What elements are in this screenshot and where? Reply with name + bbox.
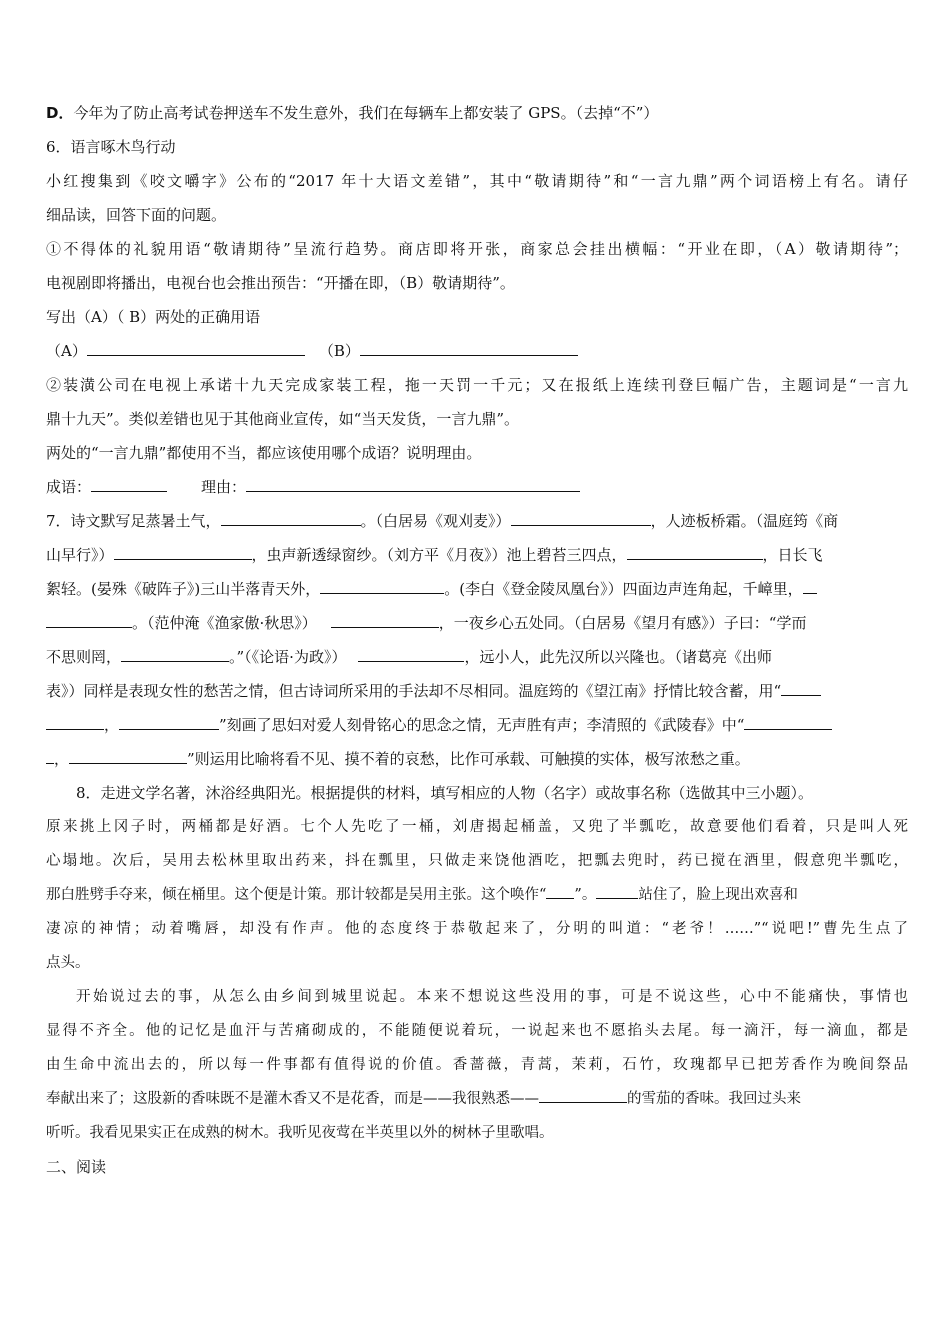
q7-blank[interactable] [358, 643, 464, 662]
blank-a-label: （A） [46, 342, 87, 360]
q8-passage-c-line-5: 听听。我看见果实正在成熟的树木。我听见夜莺在半英里以外的树林子里歌唱。 [46, 1125, 554, 1141]
q7-line-2 [46, 538, 908, 572]
q7-line-8 [46, 742, 908, 776]
q8-text: ”。 [574, 887, 597, 903]
q7-text: ”则运用比喻将看不见、摸不着的哀愁，比作可承载、可触摸的实体，极写浓愁之重。 [187, 750, 750, 768]
q7-text: 。(李白《登金陵凤凰台》）四面边声连角起，千嶂里， [444, 580, 803, 598]
option-label: D． [46, 104, 74, 122]
q8-blank[interactable] [596, 880, 638, 899]
q6-part2-line-2: 鼎十九天”。类似差错也见于其他商业宣传，如“当天发货，一言九鼎”。 [46, 410, 520, 428]
q7-text: ， [104, 716, 120, 734]
q7-text: ，一夜乡心五处同。（白居易《望月有感》）子曰：“学而 [438, 614, 807, 632]
q7-blank[interactable] [221, 507, 361, 526]
q7-blank[interactable] [744, 711, 832, 730]
q7-line-3 [46, 572, 908, 606]
q7-text: 山早行》） [46, 546, 114, 564]
q7-text: ，人迹板桥霜。（温庭筠《商 [650, 512, 839, 530]
q7-line-1 [46, 504, 908, 538]
q8-passage-c-line-3: 由生命中流出去的，所以每一件事都有值得说的价值。香蔷薇，青蒿，茉莉，石竹，玫瑰都早已把芳香作为晚间祭品 [46, 1057, 908, 1073]
q7-blank[interactable] [46, 711, 104, 730]
q7-blank[interactable] [114, 541, 252, 560]
q6-part2-line-1: ②装潢公司在电视上承诺十九天完成家装工程，拖一天罚一千元；又在报纸上连续刊登巨幅广告，主题词是“一言九 [46, 376, 908, 394]
q6-part1-line-2: 电视剧即将播出，电视台也会推出预告：“开播在即，（B）敬请期待”。 [46, 274, 515, 292]
q6-ask-1: 写出（A）（ B）两处的正确用语 [46, 308, 261, 326]
reason-label: 理由： [201, 478, 247, 496]
q8-text: 那白胜劈手夺来，倾在桶里。这个便是计策。那计较都是吴用主张。这个唤作“ [46, 887, 547, 903]
q6-intro-line-2: 细品读，回答下面的问题。 [46, 206, 227, 224]
q8-text: 的雪茄的香味。我回过头来 [627, 1091, 801, 1107]
q7-text: ”刻画了思妇对爱人刻骨铭心的思念之情，无声胜有声；李清照的《武陵春》中“ [219, 716, 745, 734]
q7-blank[interactable] [119, 711, 219, 730]
q7-text: 不思则罔， [46, 648, 122, 666]
q5-option-d [46, 96, 908, 130]
idiom-blank[interactable] [91, 473, 167, 492]
q7-line-4 [46, 606, 908, 640]
document-page [46, 96, 908, 1184]
q6-intro-line-1: 小红搜集到《咬文嚼字》公布的“2017 年十大语文差错”，其中“敬请期待”和“一言九鼎”两个词语榜上有名。请仔 [46, 172, 908, 190]
blank-b-label: （B） [318, 342, 360, 360]
q8-passage-b-line-2: 点头。 [46, 955, 90, 971]
q8-passage-a-line-1: 原来挑上冈子时，两桶都是好酒。七个人先吃了一桶，刘唐揭起桶盖，又兜了半瓢吃，故意要他们看着，只是叫人死 [46, 819, 908, 835]
q7-text: 7．诗文默写足蒸暑土气， [46, 512, 221, 530]
q8-text: 站住了，脸上现出欢喜和 [638, 887, 798, 903]
q7-line-5 [46, 640, 908, 674]
q6-title: 6．语言啄木鸟行动 [46, 138, 176, 156]
option-text: 今年为了防止高考试卷押送车不发生意外，我们在每辆车上都安装了 GPS。（去掉“不”） [73, 104, 659, 122]
q8-passage-a-line-2: 心塌地。次后，吴用去松林里取出药来，抖在瓢里，只做走来饶他酒吃，把瓢去兜时，药已搅在酒里，假意兜半瓢吃， [46, 853, 908, 869]
q7-blank[interactable] [781, 677, 821, 696]
q7-text: 。（白居易《观刈麦》） [360, 512, 511, 530]
q8-blank[interactable] [539, 1084, 627, 1103]
q8-text: 奉献出来了；这股新的香味既不是灌木香又不是花香，而是——我很熟悉—— [46, 1091, 539, 1107]
q7-text: 絮轻。(晏殊《破阵子》)三山半落青天外， [46, 580, 321, 598]
q7-blank[interactable] [121, 643, 229, 662]
q6-answer-blanks [46, 334, 908, 368]
section-2-title: 二、阅读 [46, 1158, 107, 1176]
q8-passage-b-line-1: 凄凉的神情；动着嘴唇，却没有作声。他的态度终于恭敬起来了，分明的叫道：“老爷！……”“说吧!”曹先生点了 [46, 921, 908, 937]
q7-blank[interactable] [803, 575, 817, 594]
q7-text: 。（范仲淹《渔家傲·秋思》） [132, 614, 317, 632]
q7-text: ， [54, 750, 70, 768]
q7-line-7 [46, 708, 908, 742]
q7-blank[interactable] [511, 507, 651, 526]
q8-passage-c-line-2: 显得不齐全。他的记忆是血汗与苦痛砌成的，不能随便说着玩，一说起来也不愿掐头去尾。每一滴汗，每一滴血，都是 [46, 1023, 908, 1039]
q6-idiom-reason [46, 470, 908, 504]
q7-text: ，日长飞 [762, 546, 823, 564]
q7-blank[interactable] [69, 745, 187, 764]
q7-line-6 [46, 674, 908, 708]
q7-blank[interactable] [627, 541, 763, 560]
reason-blank[interactable] [246, 473, 580, 492]
blank-a-line[interactable] [87, 337, 305, 356]
q7-blank[interactable] [46, 745, 54, 764]
q7-blank[interactable] [331, 609, 439, 628]
q7-text: ，虫声新透绿窗纱。（刘方平《月夜》）池上碧苔三四点， [251, 546, 627, 564]
q8-title: 8．走进文学名著，沐浴经典阳光。根据提供的材料，填写相应的人物（名字）或故事名称（选做其中三小题）。 [76, 784, 814, 802]
q7-text: 。”（《论语·为政》） [229, 648, 347, 666]
blank-b-line[interactable] [360, 337, 578, 356]
q7-text: ，远小人，此先汉所以兴隆也。（诸葛亮《出师 [464, 648, 772, 666]
idiom-label: 成语： [46, 478, 92, 496]
q7-blank[interactable] [320, 575, 444, 594]
q8-blank[interactable] [546, 880, 574, 899]
q6-part1-line-1: ①不得体的礼貌用语“敬请期待”呈流行趋势。商店即将开张，商家总会挂出横幅：“开业在即，（A）敬请期待”； [46, 240, 908, 258]
q8-passage-c-line-4 [46, 1082, 908, 1116]
q7-text: 表》）同样是表现女性的愁苦之情，但古诗词所采用的手法却不尽相同。温庭筠的《望江南》抒情比较含蓄，用“ [46, 682, 782, 700]
q6-ask-2: 两处的“一言九鼎”都使用不当，都应该使用哪个成语？说明理由。 [46, 444, 482, 462]
q8-passage-a-line-3 [46, 878, 908, 912]
q7-blank[interactable] [46, 609, 132, 628]
q8-passage-c-line-1: 开始说过去的事，从怎么由乡间到城里说起。本来不想说这些没用的事，可是不说这些，心中不能痛快，事情也 [76, 989, 908, 1005]
